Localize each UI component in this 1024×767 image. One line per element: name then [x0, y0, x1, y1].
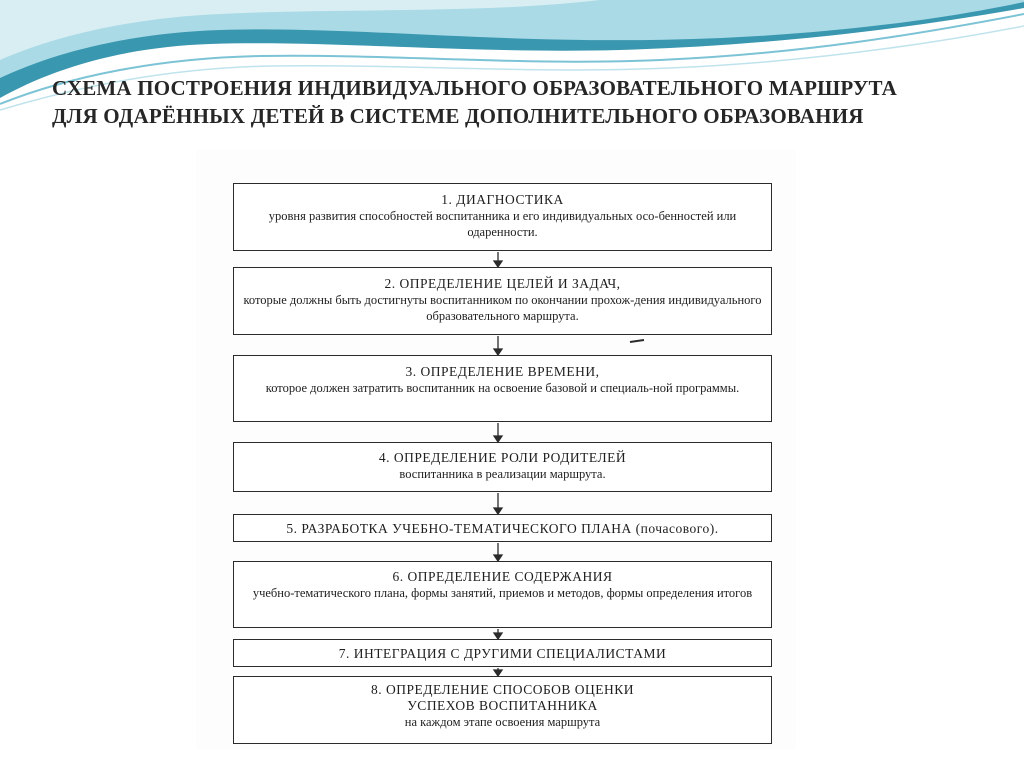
step-7-heading: 7. ИНТЕГРАЦИЯ С ДРУГИМИ СПЕЦИАЛИСТАМИ: [338, 646, 667, 661]
step-6-text: учебно-тематического плана, формы занятий, приемов и методов, формы определения итогов: [252, 586, 753, 600]
step-2-box: [233, 267, 772, 335]
step-8-box: [233, 676, 772, 744]
step-6-heading: 6. ОПРЕДЕЛЕНИЕ СОДЕРЖАНИЯ: [392, 569, 613, 584]
step-1-box: [233, 183, 772, 251]
step-3-text: которое должен затратить воспитанник на освоение базовой и специаль-ной программы.: [265, 381, 740, 395]
step-3-heading: 3. ОПРЕДЕЛЕНИЕ ВРЕМЕНИ,: [405, 364, 600, 379]
step-7-box: [233, 639, 772, 667]
step-4-text: воспитанника в реализации маршрута.: [399, 467, 606, 481]
step-3-box: [233, 355, 772, 422]
step-4-heading: 4. ОПРЕДЕЛЕНИЕ РОЛИ РОДИТЕЛЕЙ: [378, 450, 627, 465]
step-1-heading: 1. ДИАГНОСТИКА: [441, 192, 564, 207]
step-5-heading: 5. РАЗРАБОТКА УЧЕБНО-ТЕМАТИЧЕСКОГО ПЛАНА (почасового).: [286, 521, 719, 536]
step-6-box: [233, 561, 772, 628]
step-8-heading: 8. ОПРЕДЕЛЕНИЕ СПОСОБОВ ОЦЕНКИ УСПЕХОВ ВОСПИТАННИКА: [370, 682, 634, 713]
step-4-box: [233, 442, 772, 492]
step-5-box: [233, 514, 772, 542]
step-2-text: которые должны быть достигнуты воспитанником по окончании прохож-дения индивидуального образовательного маршрута.: [243, 293, 762, 323]
step-8-text: на каждом этапе освоения маршрута: [404, 715, 601, 729]
slide-title: [52, 74, 992, 130]
step-1-text: уровня развития способностей воспитанника и его индивидуальных осо-бенностей или одаренности.: [268, 209, 737, 239]
step-2-heading: 2. ОПРЕДЕЛЕНИЕ ЦЕЛЕЙ И ЗАДАЧ,: [384, 276, 621, 291]
title-line-2: ДЛЯ ОДАРЁННЫХ ДЕТЕЙ В СИСТЕМЕ ДОПОЛНИТЕЛЬНОГО ОБРАЗОВАНИЯ: [52, 104, 864, 128]
title-line-1: СХЕМА ПОСТРОЕНИЯ ИНДИВИДУАЛЬНОГО ОБРАЗОВАТЕЛЬНОГО МАРШРУТА: [52, 76, 898, 100]
